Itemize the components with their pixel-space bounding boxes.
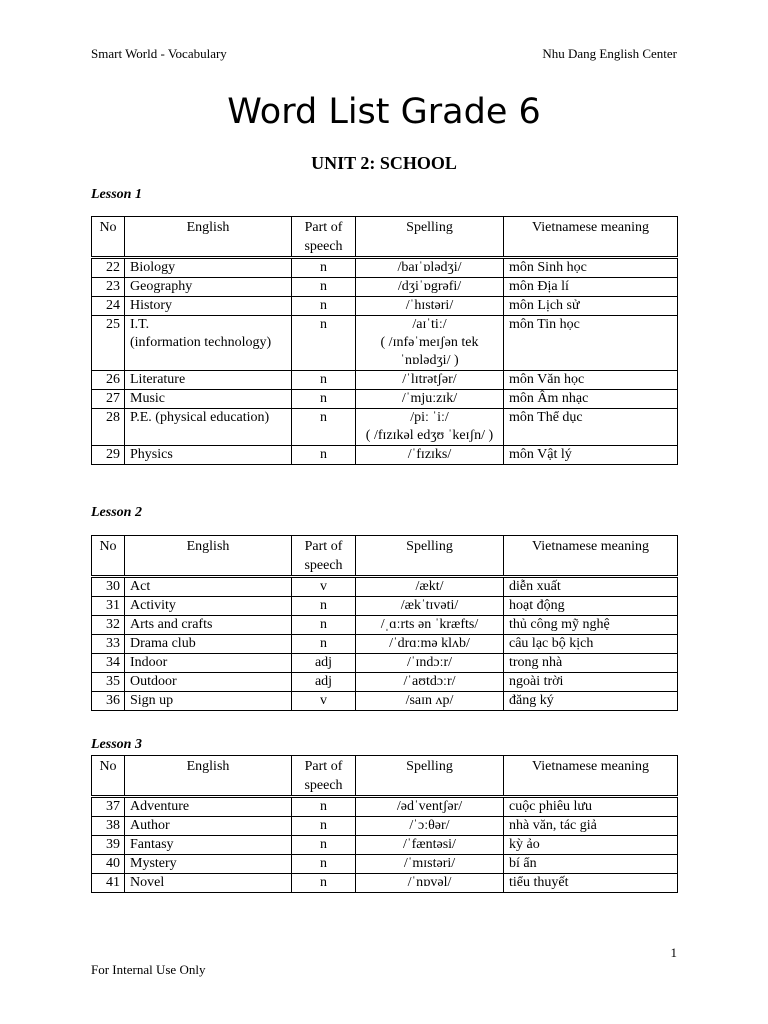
col-no-header: No	[92, 217, 125, 258]
pos-cell: n	[292, 817, 356, 836]
pos-cell: n	[292, 855, 356, 874]
table-header-row	[92, 756, 678, 797]
lesson-1-table	[91, 216, 678, 465]
meaning-cell: môn Lịch sử	[504, 297, 678, 316]
table-row	[92, 635, 678, 654]
table-row	[92, 817, 678, 836]
col-english-header: English	[125, 217, 292, 258]
english-cell: Geography	[125, 278, 292, 297]
page-title: Word List Grade 6	[227, 92, 541, 132]
english-cell: Author	[125, 817, 292, 836]
pos-cell: v	[292, 577, 356, 597]
col-spelling-header: Spelling	[356, 217, 504, 258]
pos-cell: n	[292, 616, 356, 635]
spelling-cell: /ˈfæntəsi/	[356, 836, 504, 855]
pos-cell: n	[292, 635, 356, 654]
english-cell: P.E. (physical education)	[125, 409, 292, 446]
meaning-cell: hoạt động	[504, 597, 678, 616]
meaning-cell: môn Thể dục	[504, 409, 678, 446]
english-cell: Sign up	[125, 692, 292, 711]
pos-cell: n	[292, 409, 356, 446]
english-cell: Biology	[125, 258, 292, 278]
table-row	[92, 390, 678, 409]
col-part-of-speech-header: Part of speech	[292, 756, 356, 797]
table-row	[92, 278, 678, 297]
table-row	[92, 692, 678, 711]
spelling-cell: /ˈɔːθər/	[356, 817, 504, 836]
table-row	[92, 297, 678, 316]
table-row	[92, 577, 678, 597]
spelling-cell: /dʒiˈɒgrəfi/	[356, 278, 504, 297]
pos-cell: n	[292, 371, 356, 390]
spelling-cell: /ˈnɒvəl/	[356, 874, 504, 893]
spelling-cell: /saɪn ʌp/	[356, 692, 504, 711]
lesson-3-table	[91, 755, 678, 893]
meaning-cell: cuộc phiêu lưu	[504, 797, 678, 817]
english-cell: Drama club	[125, 635, 292, 654]
lesson-2-table	[91, 535, 678, 711]
meaning-cell: kỳ ảo	[504, 836, 678, 855]
col-vietnamese-header: Vietnamese meaning	[504, 536, 678, 577]
table-row	[92, 316, 678, 371]
english-cell: Literature	[125, 371, 292, 390]
no-cell: 24	[92, 297, 125, 316]
english-cell: Novel	[125, 874, 292, 893]
meaning-cell: môn Văn học	[504, 371, 678, 390]
english-cell: Adventure	[125, 797, 292, 817]
table-row	[92, 446, 678, 465]
table-row	[92, 874, 678, 893]
pos-cell: n	[292, 597, 356, 616]
no-cell: 29	[92, 446, 125, 465]
pos-cell: n	[292, 836, 356, 855]
lesson-1-heading: Lesson 1	[91, 187, 142, 202]
english-cell: Indoor	[125, 654, 292, 673]
english-cell: Music	[125, 390, 292, 409]
col-vietnamese-header: Vietnamese meaning	[504, 756, 678, 797]
pos-cell: n	[292, 258, 356, 278]
pos-cell: n	[292, 390, 356, 409]
meaning-cell: ngoài trời	[504, 673, 678, 692]
no-cell: 34	[92, 654, 125, 673]
lesson-3-heading: Lesson 3	[91, 737, 142, 752]
table-row	[92, 654, 678, 673]
meaning-cell: trong nhà	[504, 654, 678, 673]
page-number: 1	[670, 945, 677, 960]
table-row	[92, 797, 678, 817]
no-cell: 40	[92, 855, 125, 874]
meaning-cell: môn Vật lý	[504, 446, 678, 465]
meaning-cell: môn Âm nhạc	[504, 390, 678, 409]
meaning-cell: diễn xuất	[504, 577, 678, 597]
spelling-cell: /ˈdrɑːmə klʌb/	[356, 635, 504, 654]
table-row	[92, 371, 678, 390]
spelling-cell: /piː ˈiː/ ( /fɪzɪkəl edʒʊ ˈkeɪʃn/ )	[356, 409, 504, 446]
no-cell: 22	[92, 258, 125, 278]
spelling-cell: /ækˈtɪvəti/	[356, 597, 504, 616]
english-cell: Activity	[125, 597, 292, 616]
meaning-cell: tiểu thuyết	[504, 874, 678, 893]
no-cell: 41	[92, 874, 125, 893]
unit-heading: UNIT 2: SCHOOL	[311, 153, 457, 173]
no-cell: 32	[92, 616, 125, 635]
english-cell: Fantasy	[125, 836, 292, 855]
meaning-cell: thủ công mỹ nghệ	[504, 616, 678, 635]
header-left: Smart World - Vocabulary	[91, 46, 227, 61]
table-row	[92, 673, 678, 692]
col-english-header: English	[125, 536, 292, 577]
table-row	[92, 258, 678, 278]
english-cell: Act	[125, 577, 292, 597]
table-header-row	[92, 217, 678, 258]
meaning-cell: đăng ký	[504, 692, 678, 711]
pos-cell: n	[292, 446, 356, 465]
header-right: Nhu Dang English Center	[542, 46, 677, 61]
meaning-cell: câu lạc bộ kịch	[504, 635, 678, 654]
no-cell: 36	[92, 692, 125, 711]
no-cell: 38	[92, 817, 125, 836]
spelling-cell: /ˈmjuːzɪk/	[356, 390, 504, 409]
meaning-cell: nhà văn, tác giả	[504, 817, 678, 836]
col-english-header: English	[125, 756, 292, 797]
no-cell: 37	[92, 797, 125, 817]
spelling-cell: /aɪˈtiː/ ( /ɪnfəˈmeɪʃən tekˈnɒlədʒi/ )	[356, 316, 504, 371]
col-part-of-speech-header: Part of speech	[292, 217, 356, 258]
meaning-cell: môn Tin học	[504, 316, 678, 371]
english-cell: History	[125, 297, 292, 316]
table-header-row	[92, 536, 678, 577]
no-cell: 23	[92, 278, 125, 297]
no-cell: 25	[92, 316, 125, 371]
pos-cell: n	[292, 797, 356, 817]
no-cell: 28	[92, 409, 125, 446]
spelling-cell: /ˈhɪstəri/	[356, 297, 504, 316]
no-cell: 33	[92, 635, 125, 654]
spelling-cell: /ˈmɪstəri/	[356, 855, 504, 874]
pos-cell: n	[292, 316, 356, 371]
english-cell: Arts and crafts	[125, 616, 292, 635]
no-cell: 31	[92, 597, 125, 616]
no-cell: 27	[92, 390, 125, 409]
col-no-header: No	[92, 536, 125, 577]
table-row	[92, 836, 678, 855]
pos-cell: adj	[292, 673, 356, 692]
english-cell: Physics	[125, 446, 292, 465]
table-row	[92, 855, 678, 874]
no-cell: 30	[92, 577, 125, 597]
no-cell: 39	[92, 836, 125, 855]
table-row	[92, 597, 678, 616]
pos-cell: n	[292, 874, 356, 893]
col-no-header: No	[92, 756, 125, 797]
table-row	[92, 409, 678, 446]
col-part-of-speech-header: Part of speech	[292, 536, 356, 577]
col-vietnamese-header: Vietnamese meaning	[504, 217, 678, 258]
no-cell: 26	[92, 371, 125, 390]
col-spelling-header: Spelling	[356, 756, 504, 797]
meaning-cell: bí ẩn	[504, 855, 678, 874]
pos-cell: adj	[292, 654, 356, 673]
spelling-cell: /ˌɑːrts ən ˈkræfts/	[356, 616, 504, 635]
spelling-cell: /ˈaʊtdɔːr/	[356, 673, 504, 692]
table-row	[92, 616, 678, 635]
no-cell: 35	[92, 673, 125, 692]
col-spelling-header: Spelling	[356, 536, 504, 577]
meaning-cell: môn Sinh học	[504, 258, 678, 278]
spelling-cell: /baɪˈɒlədʒi/	[356, 258, 504, 278]
spelling-cell: /ˈfɪzɪks/	[356, 446, 504, 465]
spelling-cell: /ækt/	[356, 577, 504, 597]
lesson-2-heading: Lesson 2	[91, 505, 142, 520]
pos-cell: n	[292, 278, 356, 297]
english-cell: I.T. (information technology)	[125, 316, 292, 371]
meaning-cell: môn Địa lí	[504, 278, 678, 297]
english-cell: Outdoor	[125, 673, 292, 692]
pos-cell: n	[292, 297, 356, 316]
footer-note: For Internal Use Only	[91, 962, 206, 977]
spelling-cell: /ˈɪndɔːr/	[356, 654, 504, 673]
english-cell: Mystery	[125, 855, 292, 874]
spelling-cell: /ədˈventʃər/	[356, 797, 504, 817]
pos-cell: v	[292, 692, 356, 711]
spelling-cell: /ˈlɪtrətʃər/	[356, 371, 504, 390]
